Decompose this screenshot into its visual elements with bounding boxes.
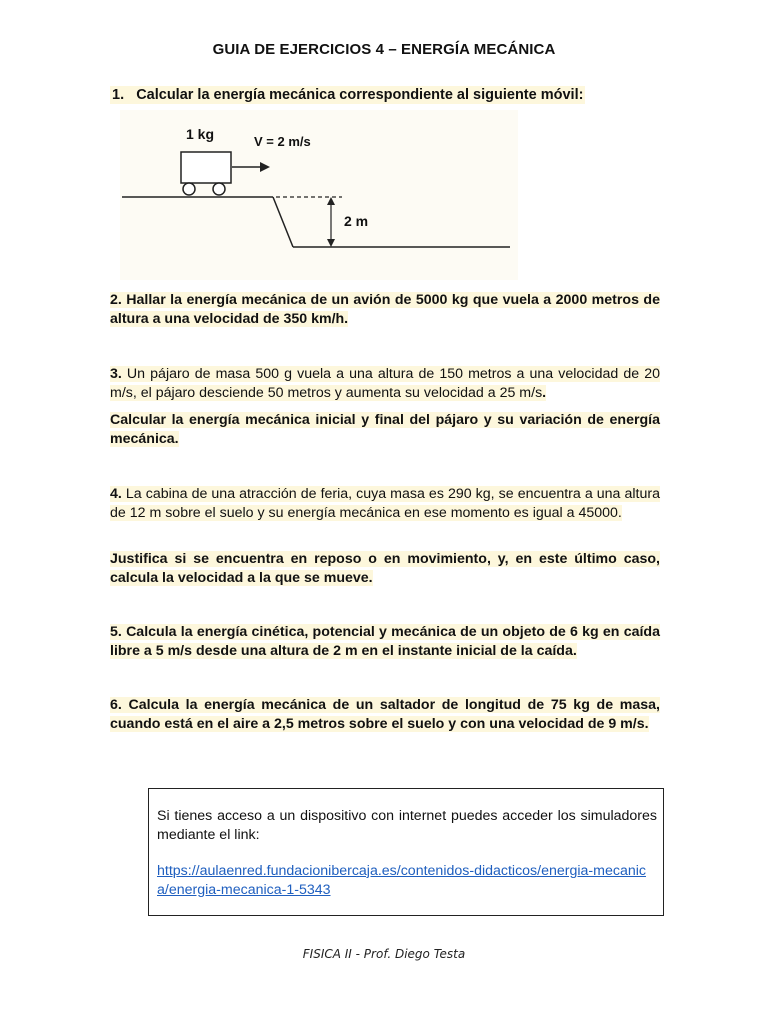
simulator-intro-text: Si tienes acceso a un dispositivo con internet puedes acceder los simuladores mediante el link: (157, 808, 657, 843)
question-3-text: Un pájaro de masa 500 g vuela a una altura de 150 metros a una velocidad de 20 m/s, el pájaro desciende 50 metros y aumenta su velocidad a 25 m/s (110, 366, 660, 401)
question-1-text: Calcular la energía mecánica correspondiente al siguiente móvil: (136, 87, 584, 103)
question-4 (110, 485, 660, 522)
cart-wheel-left (183, 183, 195, 195)
question-2 (110, 291, 660, 328)
question-1-number: 1. (112, 87, 125, 103)
page-title: GUIA DE EJERCICIOS 4 – ENERGÍA MECÁNICA (212, 41, 556, 58)
question-3-question: Calcular la energía mecánica inicial y final del pájaro y su variación de energía mecánica. (110, 412, 660, 447)
question-2-text: 2. Hallar la energía mecánica de un avión de 5000 kg que vuela a 2000 metros de altura a una velocidad de 350 km/h. (110, 292, 660, 327)
cart-diagram (120, 110, 518, 280)
cart-wheel-right (213, 183, 225, 195)
question-4-number: 4. (110, 486, 122, 502)
mass-label: 1 kg (186, 126, 215, 142)
question-4-task (110, 550, 660, 587)
question-4-text: La cabina de una atracción de feria, cuya masa es 290 kg, se encuentra a una altura de 12 m sobre el suelo y su energía mecánica en ese momento es igual a 45000. (110, 486, 660, 521)
simulator-info-box (148, 788, 664, 916)
page-footer: FISICA II - Prof. Diego Testa (302, 947, 466, 961)
velocity-label: V = 2 m/s (254, 134, 311, 149)
height-label: 2 m (344, 213, 369, 229)
question-6-text: 6. Calcula la energía mecánica de un saltador de longitud de 75 kg de masa, cuando está en el aire a 2,5 metros sobre el suelo y con una velocidad de 9 m/s. (110, 697, 660, 732)
question-1-heading (110, 86, 585, 104)
slope-line (273, 197, 293, 247)
question-3 (110, 365, 660, 402)
question-3-task (110, 411, 660, 448)
question-3-number: 3. (110, 366, 122, 382)
question-5-text: 5. Calcula la energía cinética, potencial y mecánica de un objeto de 6 kg en caída libre a 5 m/s desde una altura de 2 m en el instante inicial de la caída. (110, 624, 660, 659)
cart-body (181, 152, 231, 183)
question-6 (110, 696, 660, 733)
question-3-end: . (542, 384, 547, 401)
simulator-link[interactable]: https://aulaenred.fundacionibercaja.es/contenidos-didacticos/energia-mecanica/energia-mecanica-1-5343 (157, 863, 646, 898)
question-5 (110, 623, 660, 660)
question-4-question: Justifica si se encuentra en reposo o en movimiento, y, en este último caso, calcula la velocidad a la que se mueve. (110, 551, 660, 586)
